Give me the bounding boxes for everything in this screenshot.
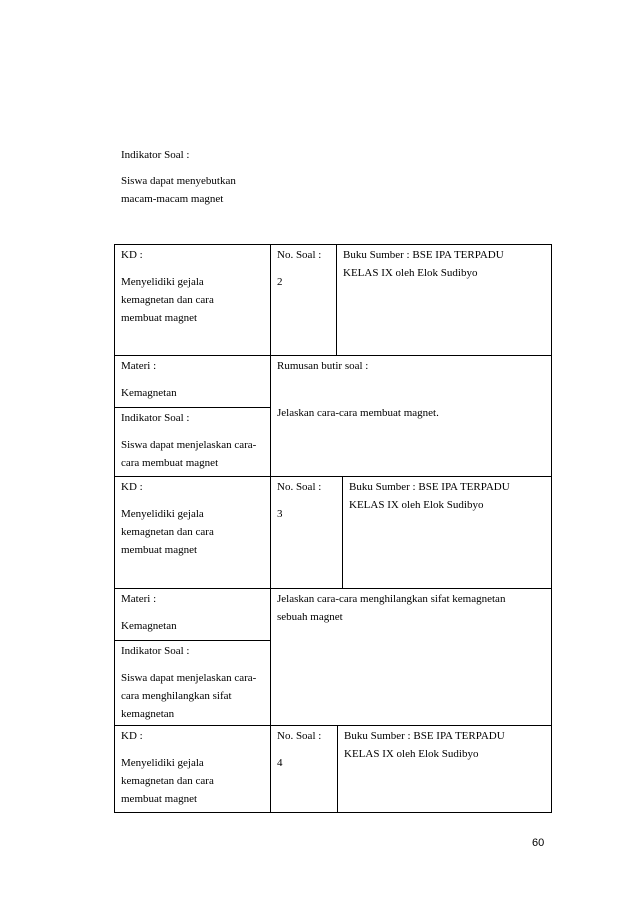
indikator-label: Indikator Soal :	[121, 645, 190, 657]
buku-sumber-line: Buku Sumber : BSE IPA TERPADU	[343, 249, 504, 261]
kd-text-line: membuat magnet	[121, 312, 198, 324]
kd-label: KD :	[121, 481, 143, 493]
no-soal-cell	[271, 726, 337, 773]
intro-indicator-label: Indikator Soal :	[121, 149, 190, 161]
indikator-text-line: cara menghilangkan sifat	[121, 690, 232, 702]
indikator-label: Indikator Soal :	[121, 412, 190, 424]
buku-sumber-line: KELAS IX oleh Elok Sudibyo	[349, 499, 484, 511]
materi-value: Kemagnetan	[121, 387, 177, 399]
intro-indicator-text-line: Siswa dapat menyebutkan	[121, 175, 236, 187]
materi-label: Materi :	[121, 593, 157, 605]
rumusan-cell	[271, 356, 551, 423]
buku-sumber-line: Buku Sumber : BSE IPA TERPADU	[344, 730, 505, 742]
no-soal-cell	[271, 245, 336, 292]
no-soal-value: 2	[277, 276, 283, 288]
question-text: Jelaskan cara-cara membuat magnet.	[277, 407, 439, 419]
materi-cell	[115, 589, 270, 636]
question-text-line: Jelaskan cara-cara menghilangkan sifat kemagnetan	[277, 593, 506, 605]
no-soal-label: No. Soal :	[277, 481, 322, 493]
indikator-text-line: cara membuat magnet	[121, 457, 219, 469]
materi-cell	[115, 356, 270, 403]
buku-sumber-cell	[338, 726, 551, 764]
materi-label: Materi :	[121, 360, 157, 372]
kd-text-line: kemagnetan dan cara	[121, 294, 214, 306]
kd-text-line: membuat magnet	[121, 793, 198, 805]
kd-text-line: Menyelidiki gejala	[121, 757, 204, 769]
indikator-text-line: Siswa dapat menjelaskan cara-	[121, 672, 257, 684]
no-soal-label: No. Soal :	[277, 730, 322, 742]
no-soal-cell	[271, 477, 342, 524]
intro-indicator	[121, 146, 321, 208]
kd-text-line: Menyelidiki gejala	[121, 508, 204, 520]
indikator-text-line: kemagnetan	[121, 708, 175, 720]
kd-cell	[115, 726, 270, 809]
indikator-cell	[115, 408, 270, 473]
buku-sumber-line: Buku Sumber : BSE IPA TERPADU	[349, 481, 510, 493]
indikator-text-line: Siswa dapat menjelaskan cara-	[121, 439, 257, 451]
soal-table	[114, 244, 552, 813]
buku-sumber-line: KELAS IX oleh Elok Sudibyo	[343, 267, 478, 279]
kd-cell	[115, 477, 270, 560]
question-text-line: sebuah magnet	[277, 611, 343, 623]
buku-sumber-line: KELAS IX oleh Elok Sudibyo	[344, 748, 479, 760]
materi-value: Kemagnetan	[121, 620, 177, 632]
no-soal-value: 4	[277, 757, 283, 769]
kd-label: KD :	[121, 730, 143, 742]
kd-text-line: Menyelidiki gejala	[121, 276, 204, 288]
kd-text-line: kemagnetan dan cara	[121, 526, 214, 538]
page-number: 60	[532, 837, 545, 849]
intro-indicator-text-line: macam-macam magnet	[121, 193, 224, 205]
kd-text-line: kemagnetan dan cara	[121, 775, 214, 787]
kd-label: KD :	[121, 249, 143, 261]
indikator-cell	[115, 641, 270, 724]
kd-text-line: membuat magnet	[121, 544, 198, 556]
no-soal-label: No. Soal :	[277, 249, 322, 261]
buku-sumber-cell	[337, 245, 551, 283]
no-soal-value: 3	[277, 508, 283, 520]
rumusan-cell	[271, 589, 551, 627]
rumusan-label: Rumusan butir soal :	[277, 360, 369, 372]
kd-cell	[115, 245, 270, 328]
buku-sumber-cell	[343, 477, 551, 515]
